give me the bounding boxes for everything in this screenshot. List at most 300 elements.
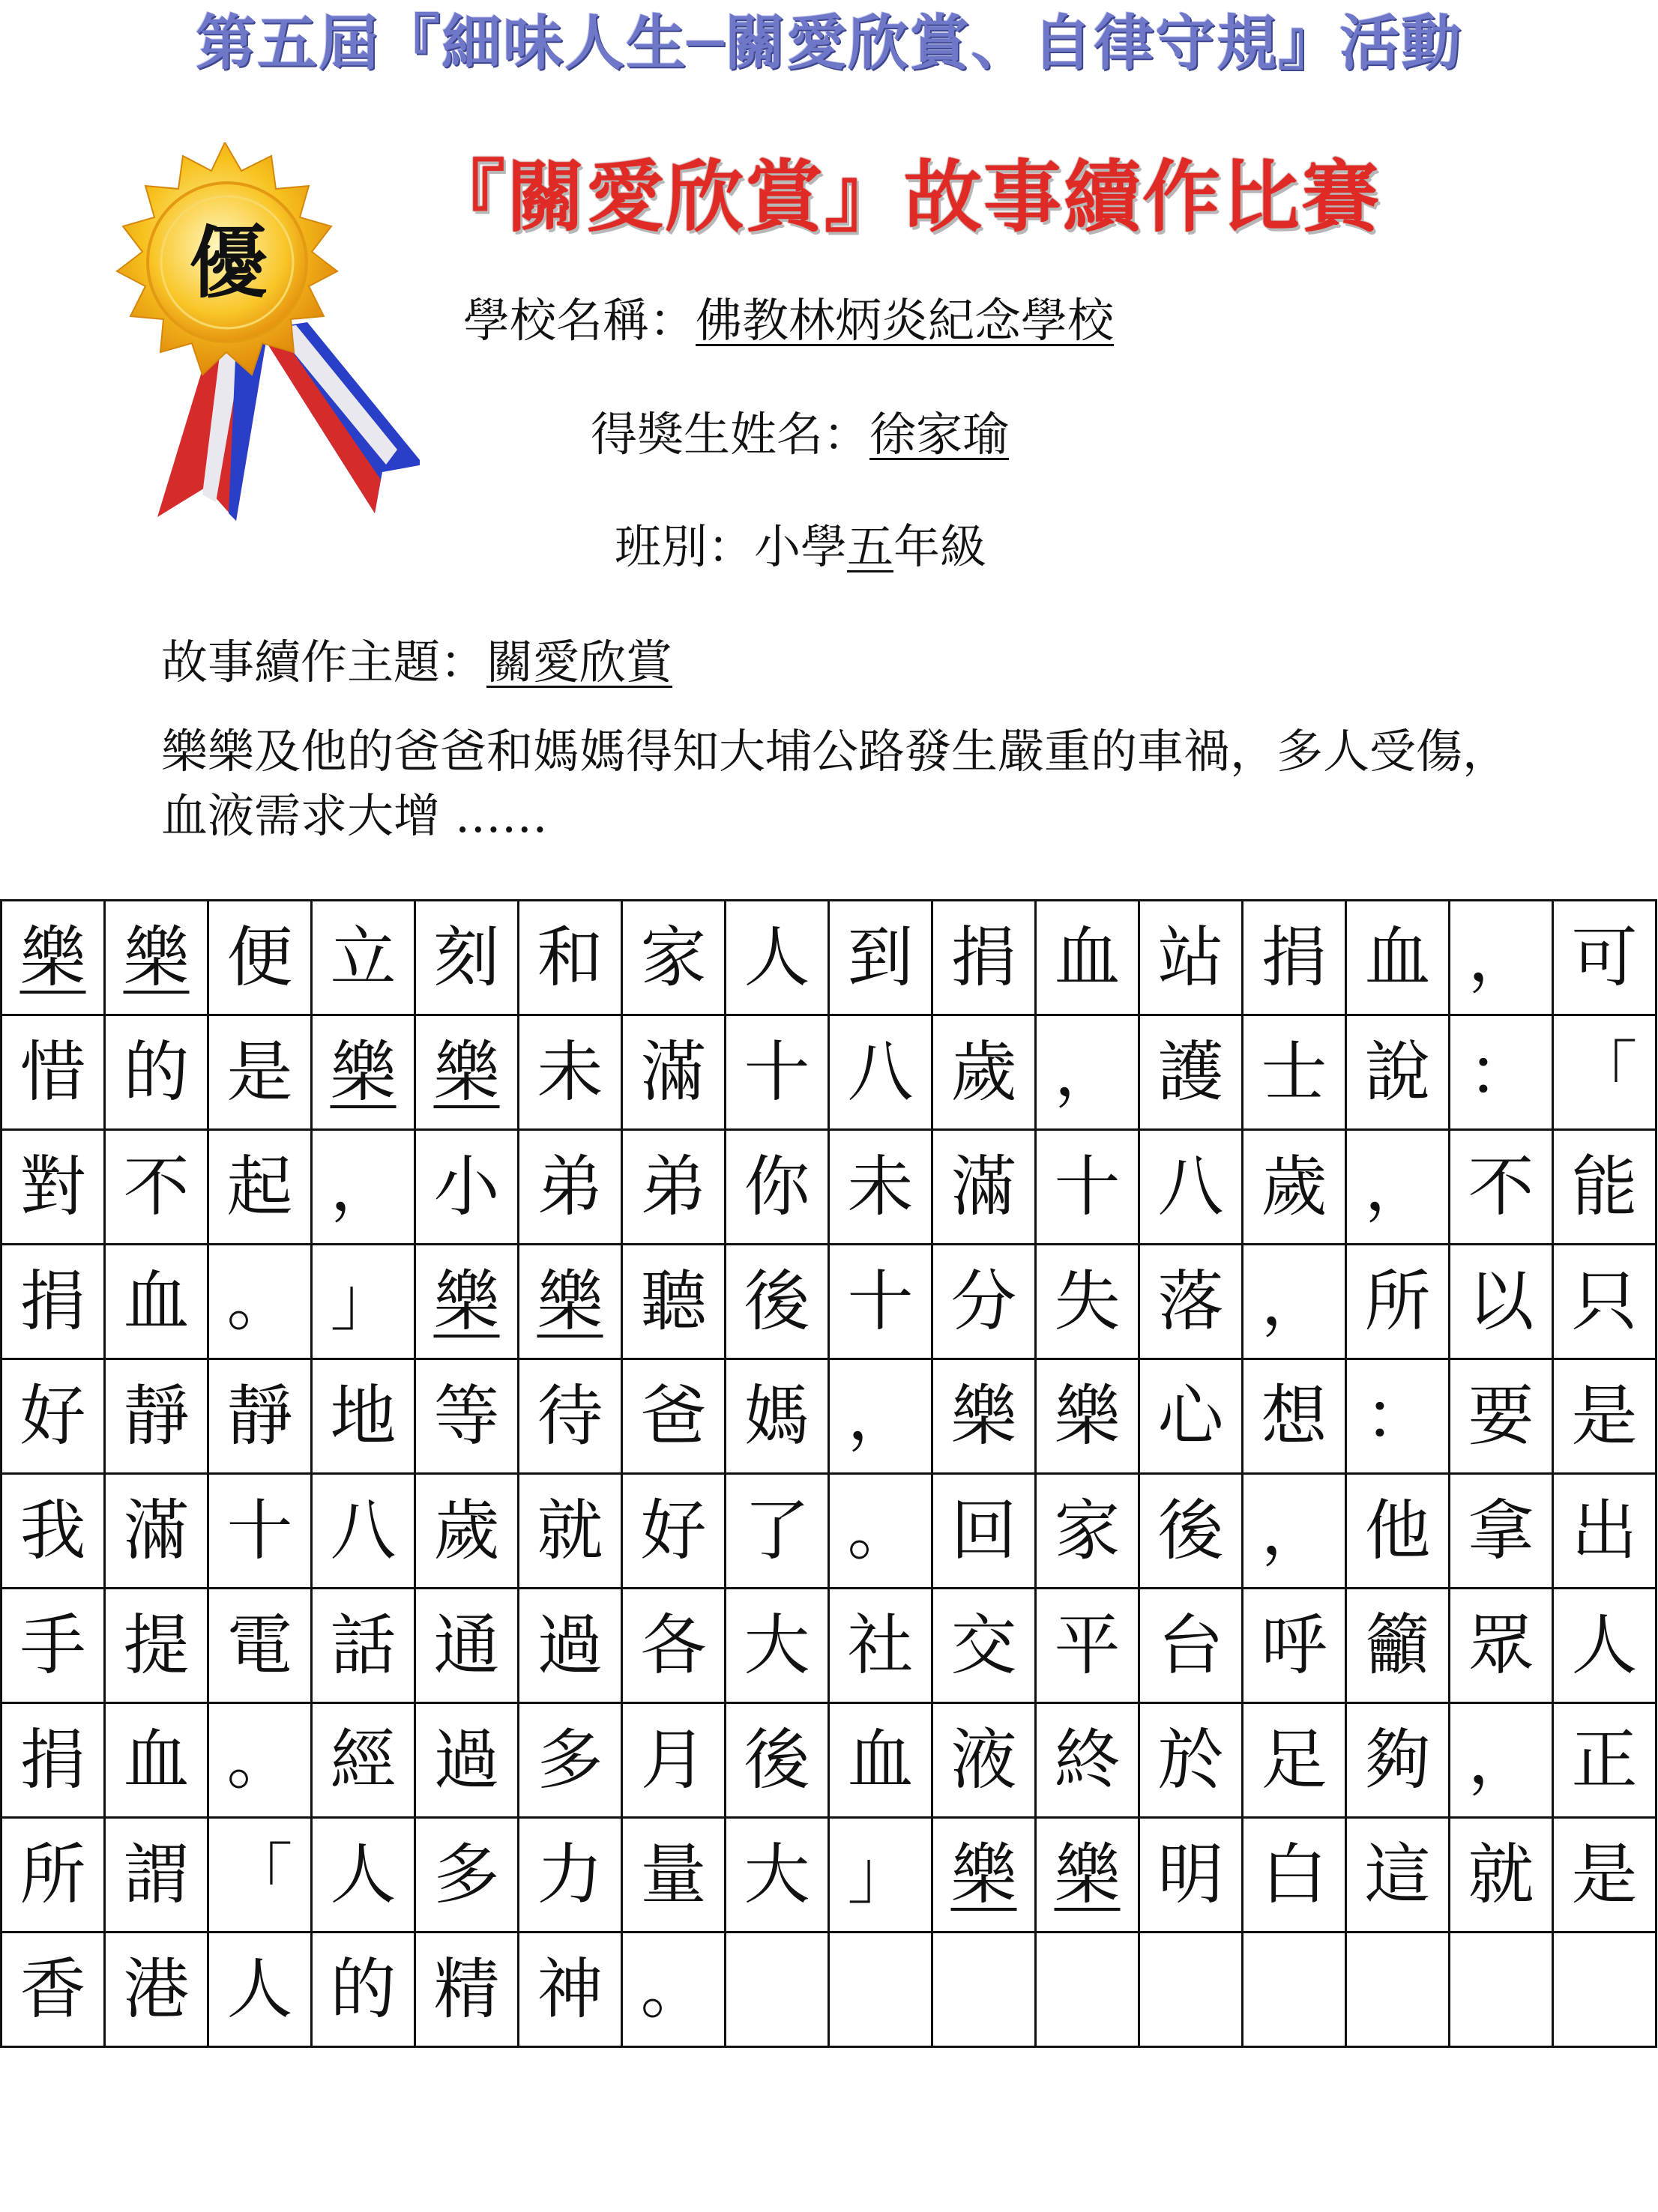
grid-cell [415,901,519,1015]
grid-row [1,1818,1657,1933]
class-prefix: 小學 [754,519,848,574]
grid-cell [105,1130,208,1245]
grid-char: 是 [1571,1377,1638,1454]
grid-cell [829,1015,932,1130]
grid-char: 樂 [1054,1836,1121,1913]
grid-char: 他 [1364,1492,1431,1569]
grid-char: 十 [226,1492,293,1569]
grid-char: 提 [123,1607,190,1684]
grid-cell [1450,1589,1553,1703]
grid-char: 於 [1157,1721,1224,1798]
grid-cell [1036,1474,1139,1589]
grid-cell [1036,1933,1139,2047]
student-label: 得獎生姓名： [591,407,870,462]
grid-char: 樂 [950,1836,1017,1913]
medal-label: 優 [189,217,268,309]
grid-cell [829,1245,932,1359]
grid-cell [1553,1130,1657,1245]
grid-char: 交 [950,1607,1017,1684]
grid-cell [1450,1933,1553,2047]
grid-cell [829,1589,932,1703]
grid-cell [726,1359,829,1474]
grid-cell [415,1015,519,1130]
grid-cell [519,1818,622,1933]
class-label: 班別： [615,519,755,574]
grid-char: 出 [1571,1492,1638,1569]
grid-char: 大 [744,1836,810,1913]
grid-cell [1553,1589,1657,1703]
grid-char: 立 [330,919,397,996]
grid-char: 血 [1054,919,1121,996]
grid-cell [1139,1933,1243,2047]
grid-cell [622,1474,726,1589]
grid-cell [622,1703,726,1818]
grid-char: 力 [537,1836,603,1913]
grid-char: 好 [19,1377,86,1454]
grid-cell [105,1933,208,2047]
grid-cell [519,1015,622,1130]
grid-cell [932,1359,1036,1474]
grid-char: 樂 [433,1263,500,1340]
grid-cell [208,1359,312,1474]
grid-char: 。 [226,1263,293,1340]
grid-cell [519,1589,622,1703]
grid-cell [312,1589,415,1703]
grid-cell [1346,1474,1450,1589]
grid-cell [726,1474,829,1589]
grid-char: 。 [847,1492,914,1569]
grid-char: 是 [226,1033,293,1110]
grid-char: 未 [537,1033,603,1110]
grid-char: 到 [847,919,914,996]
grid-char: 過 [537,1607,603,1684]
grid-cell [208,1703,312,1818]
grid-char: 樂 [537,1263,603,1340]
grid-char: 呼 [1261,1607,1327,1684]
grid-cell [726,1130,829,1245]
grid-cell [1553,1933,1657,2047]
grid-cell [932,1703,1036,1818]
theme-value: 關愛欣賞 [486,635,673,689]
grid-char: 聽 [640,1263,707,1340]
grid-cell [1243,1015,1346,1130]
grid-cell [105,1359,208,1474]
grid-row [1,1015,1657,1130]
grid-char: 通 [433,1607,500,1684]
event-banner-title: 第五屆『細味人生─關愛欣賞、自律守規』活動 [195,8,1463,78]
grid-cell [208,1130,312,1245]
theme-label: 故事續作主題： [161,635,487,689]
grid-char: 就 [537,1492,603,1569]
grid-char: 平 [1054,1607,1121,1684]
grid-char: 靜 [226,1377,293,1454]
grid-char: 」 [847,1836,914,1913]
grid-char: 拿 [1468,1492,1534,1569]
grid-cell [1243,1474,1346,1589]
grid-char: 「 [226,1836,293,1913]
grid-char: 媽 [744,1377,810,1454]
grid-cell [1450,1015,1553,1130]
grid-cell [1553,1015,1657,1130]
grid-cell [1553,1474,1657,1589]
grid-char: 十 [847,1263,914,1340]
grid-char: 弟 [640,1148,707,1225]
grid-char: 血 [123,1263,190,1340]
grid-char: 的 [123,1033,190,1110]
grid-char: 明 [1157,1836,1224,1913]
grid-char: 好 [640,1492,707,1569]
grid-char: 地 [330,1377,397,1454]
grid-cell [1450,1130,1553,1245]
grid-cell [312,1933,415,2047]
grid-cell [1,1130,105,1245]
grid-char: 滿 [123,1492,190,1569]
grid-cell [726,1703,829,1818]
grid-cell [1139,1245,1243,1359]
grid-char: ， [1054,1033,1121,1110]
student-line [591,405,1009,465]
grid-cell [1139,1474,1243,1589]
grid-cell [519,1130,622,1245]
grid-char: 站 [1157,919,1224,996]
grid-cell [1036,1703,1139,1818]
grid-cell [519,901,622,1015]
grid-cell [932,1015,1036,1130]
grid-char: 家 [1054,1492,1121,1569]
grid-cell [208,901,312,1015]
grid-cell [1346,1703,1450,1818]
grid-char: 血 [847,1721,914,1798]
grid-char: 多 [537,1721,603,1798]
grid-char: 待 [537,1377,603,1454]
grid-char: 。 [226,1721,293,1798]
grid-char: 弟 [537,1148,603,1225]
grid-cell [415,1933,519,2047]
grid-char: 就 [1468,1836,1534,1913]
story-grid [0,899,1657,2048]
grid-char: 護 [1157,1033,1224,1110]
grid-char: 人 [1571,1607,1638,1684]
grid-char: 。 [640,1950,707,2028]
grid-cell [415,1703,519,1818]
grid-cell [1,1474,105,1589]
grid-cell [1036,1589,1139,1703]
grid-cell [829,1818,932,1933]
grid-char: 等 [433,1377,500,1454]
grid-cell [519,1359,622,1474]
grid-char: 白 [1261,1836,1327,1913]
grid-cell [622,1359,726,1474]
grid-cell [726,1589,829,1703]
grid-cell [208,1015,312,1130]
grid-cell [312,1474,415,1589]
grid-cell [932,1818,1036,1933]
grid-char: 捐 [950,919,1017,996]
grid-char: 對 [19,1148,86,1225]
grid-cell [829,901,932,1015]
grid-cell [1553,1818,1657,1933]
grid-char: 失 [1054,1263,1121,1340]
grid-cell [1,1703,105,1818]
grid-cell [1450,1474,1553,1589]
grid-cell [1553,901,1657,1015]
grid-cell [1243,1703,1346,1818]
grid-cell [622,1589,726,1703]
grid-cell [1139,1589,1243,1703]
grid-char: 分 [950,1263,1017,1340]
grid-char: 籲 [1364,1607,1431,1684]
grid-char: 樂 [433,1033,500,1110]
contest-title: 『關愛欣賞』故事續作比賽 [427,151,1381,243]
grid-char: 可 [1571,919,1638,996]
grid-char: 經 [330,1721,397,1798]
grid-char: 眾 [1468,1607,1534,1684]
grid-char: ， [1468,919,1534,996]
grid-cell [1,1015,105,1130]
grid-char: 各 [640,1607,707,1684]
grid-char: 滿 [950,1148,1017,1225]
grid-char: 精 [433,1950,500,2028]
grid-cell [1,1933,105,2047]
grid-cell [312,1359,415,1474]
grid-cell [415,1589,519,1703]
grid-char: 十 [1054,1148,1121,1225]
grid-cell [622,1130,726,1245]
grid-char: 樂 [19,919,86,996]
grid-cell [829,1130,932,1245]
grid-char: 這 [1364,1836,1431,1913]
grid-char: 社 [847,1607,914,1684]
grid-char: 液 [950,1721,1017,1798]
grid-char: 夠 [1364,1721,1431,1798]
grid-char: 靜 [123,1377,190,1454]
grid-char: 歲 [950,1033,1017,1110]
grid-char: 後 [1157,1492,1224,1569]
grid-cell [1553,1245,1657,1359]
grid-char: 滿 [640,1033,707,1110]
grid-cell [1036,1818,1139,1933]
grid-cell [1450,1245,1553,1359]
grid-cell [726,1245,829,1359]
grid-char: 心 [1157,1377,1224,1454]
grid-row [1,1130,1657,1245]
grid-cell [1036,1245,1139,1359]
grid-char: 後 [744,1263,810,1340]
grid-char: 後 [744,1721,810,1798]
grid-cell [1139,1359,1243,1474]
grid-cell [312,1245,415,1359]
grid-char: 人 [330,1836,397,1913]
grid-cell [415,1245,519,1359]
grid-char: 八 [847,1033,914,1110]
grid-char: 不 [123,1148,190,1225]
class-grade: 五 [847,519,894,574]
grid-row [1,1589,1657,1703]
grid-cell [1553,1703,1657,1818]
grid-cell [105,1474,208,1589]
grid-cell [415,1474,519,1589]
grid-char: 人 [226,1950,293,2028]
grid-cell [519,1245,622,1359]
grid-char: 只 [1571,1263,1638,1340]
grid-cell [519,1703,622,1818]
grid-char: 八 [330,1492,397,1569]
grid-cell [1243,1245,1346,1359]
grid-cell [932,1589,1036,1703]
grid-cell [1,1589,105,1703]
grid-cell [1036,901,1139,1015]
grid-char: 話 [330,1607,397,1684]
grid-cell [829,1933,932,2047]
grid-char: 樂 [1054,1377,1121,1454]
grid-cell [1139,1703,1243,1818]
grid-cell [1139,1130,1243,1245]
grid-cell [1346,901,1450,1015]
grid-cell [1346,1245,1450,1359]
grid-cell [1243,901,1346,1015]
grid-cell [622,1015,726,1130]
grid-char: ： [1364,1377,1431,1454]
grid-char: 」 [330,1263,397,1340]
class-line [615,517,986,577]
grid-cell [622,1818,726,1933]
grid-char: 是 [1571,1836,1638,1913]
medal-icon [82,142,420,532]
grid-char: ， [1468,1721,1534,1798]
grid-cell [105,1818,208,1933]
grid-cell [312,1818,415,1933]
grid-cell [932,1130,1036,1245]
theme-line [161,632,672,692]
grid-cell [105,1589,208,1703]
grid-char: 所 [19,1836,86,1913]
grid-char: 惜 [19,1033,86,1110]
grid-cell [1450,1818,1553,1933]
grid-cell [1243,1130,1346,1245]
grid-cell [726,901,829,1015]
class-suffix: 年級 [893,519,987,574]
grid-cell [519,1933,622,2047]
school-name: 佛教林炳炎紀念學校 [696,293,1115,348]
grid-char: 捐 [19,1263,86,1340]
grid-char: 樂 [950,1377,1017,1454]
grid-cell [1036,1130,1139,1245]
grid-char: 過 [433,1721,500,1798]
grid-char: ： [1468,1033,1534,1110]
grid-cell [1243,1818,1346,1933]
grid-cell [1139,1015,1243,1130]
grid-cell [1450,901,1553,1015]
grid-cell [208,1474,312,1589]
grid-char: ， [1364,1148,1431,1225]
grid-cell [105,1245,208,1359]
grid-char: 樂 [330,1033,397,1110]
grid-cell [829,1359,932,1474]
grid-char: 樂 [123,919,190,996]
grid-cell [1139,1818,1243,1933]
grid-cell [415,1130,519,1245]
grid-cell [105,901,208,1015]
grid-char: 以 [1468,1263,1534,1340]
grid-cell [726,1818,829,1933]
grid-char: 要 [1468,1377,1534,1454]
grid-char: 血 [123,1721,190,1798]
grid-cell [208,1818,312,1933]
grid-cell [208,1933,312,2047]
grid-char: 終 [1054,1721,1121,1798]
grid-char: ， [1261,1492,1327,1569]
grid-char: 不 [1468,1148,1534,1225]
grid-cell [1346,1130,1450,1245]
grid-cell [1243,1589,1346,1703]
story-intro: 樂樂及他的爸爸和媽媽得知大埔公路發生嚴重的車禍，多人受傷，血液需求大增 …… [161,724,1510,843]
grid-cell [1346,1933,1450,2047]
grid-row [1,1245,1657,1359]
grid-char: ， [330,1148,397,1225]
grid-char: 起 [226,1148,293,1225]
grid-char: ， [847,1377,914,1454]
grid-cell [1,1818,105,1933]
grid-char: 「 [1571,1033,1638,1110]
grid-cell [105,1015,208,1130]
grid-row [1,901,1657,1015]
grid-char: 捐 [1261,919,1327,996]
grid-cell [1036,1359,1139,1474]
grid-cell [208,1245,312,1359]
grid-cell [726,1933,829,2047]
grid-char: 台 [1157,1607,1224,1684]
grid-cell [312,1130,415,1245]
grid-cell [829,1703,932,1818]
grid-char: 香 [19,1950,86,2028]
grid-char: 的 [330,1950,397,2028]
grid-cell [105,1703,208,1818]
grid-row [1,1703,1657,1818]
grid-char: 說 [1364,1033,1431,1110]
grid-cell [519,1474,622,1589]
grid-cell [208,1589,312,1703]
grid-cell [622,901,726,1015]
grid-cell [1346,1015,1450,1130]
grid-cell [932,1474,1036,1589]
grid-cell [726,1015,829,1130]
grid-char: ， [1261,1263,1327,1340]
grid-char: 能 [1571,1148,1638,1225]
grid-char: 手 [19,1607,86,1684]
grid-cell [1,1359,105,1474]
grid-char: 便 [226,919,293,996]
grid-char: 你 [744,1148,810,1225]
grid-char: 大 [744,1607,810,1684]
grid-cell [1036,1015,1139,1130]
grid-cell [1346,1818,1450,1933]
grid-char: 神 [537,1950,603,2028]
grid-char: 量 [640,1836,707,1913]
grid-char: 刻 [433,919,500,996]
grid-char: 和 [537,919,603,996]
grid-cell [829,1474,932,1589]
grid-cell [312,901,415,1015]
grid-char: 血 [1364,919,1431,996]
grid-char: 月 [640,1721,707,1798]
grid-row [1,1474,1657,1589]
grid-cell [1,1245,105,1359]
grid-char: 足 [1261,1721,1327,1798]
grid-char: 回 [950,1492,1017,1569]
grid-cell [622,1245,726,1359]
grid-cell [932,1245,1036,1359]
grid-char: 家 [640,919,707,996]
